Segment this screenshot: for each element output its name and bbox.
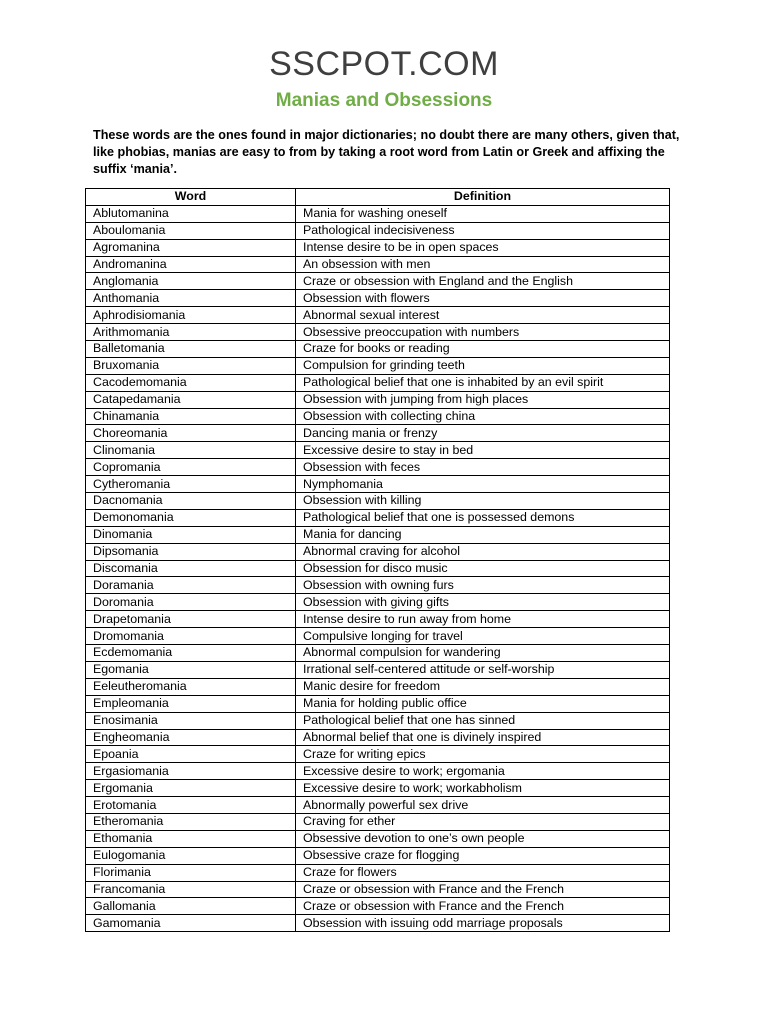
word-cell: Demonomania bbox=[86, 509, 296, 526]
word-cell: Clinomania bbox=[86, 442, 296, 459]
definition-cell: An obsession with men bbox=[296, 256, 670, 273]
table-row bbox=[86, 611, 670, 628]
table-row bbox=[86, 864, 670, 881]
word-cell: Dipsomania bbox=[86, 543, 296, 560]
word-cell: Dinomania bbox=[86, 526, 296, 543]
definition-cell: Manic desire for freedom bbox=[296, 678, 670, 695]
word-cell: Gamomania bbox=[86, 915, 296, 932]
definition-cell: Abnormal sexual interest bbox=[296, 307, 670, 324]
table-row bbox=[86, 543, 670, 560]
word-cell: Discomania bbox=[86, 560, 296, 577]
definition-cell: Mania for dancing bbox=[296, 526, 670, 543]
definition-cell: Obsession with jumping from high places bbox=[296, 391, 670, 408]
word-cell: Drapetomania bbox=[86, 611, 296, 628]
word-cell: Andromanina bbox=[86, 256, 296, 273]
definition-cell: Pathological indecisiveness bbox=[296, 222, 670, 239]
table-row bbox=[86, 695, 670, 712]
table-row bbox=[86, 712, 670, 729]
word-cell: Anthomania bbox=[86, 290, 296, 307]
definition-cell: Excessive desire to work; ergomania bbox=[296, 763, 670, 780]
word-cell: Erotomania bbox=[86, 797, 296, 814]
table-row bbox=[86, 628, 670, 645]
table-row bbox=[86, 222, 670, 239]
definition-cell: Obsession with killing bbox=[296, 493, 670, 510]
table-row bbox=[86, 780, 670, 797]
table-row bbox=[86, 577, 670, 594]
definition-cell: Obsession with flowers bbox=[296, 290, 670, 307]
manias-table bbox=[85, 188, 670, 932]
definition-cell: Obsession with giving gifts bbox=[296, 594, 670, 611]
definition-cell: Obsession with feces bbox=[296, 459, 670, 476]
word-cell: Eulogomania bbox=[86, 847, 296, 864]
word-cell: Francomania bbox=[86, 881, 296, 898]
definition-cell: Obsessive devotion to one’s own people bbox=[296, 830, 670, 847]
word-cell: Ecdemomania bbox=[86, 645, 296, 662]
table-row bbox=[86, 391, 670, 408]
table-row bbox=[86, 746, 670, 763]
definition-cell: Pathological belief that one is inhabited by an evil spirit bbox=[296, 374, 670, 391]
table-row bbox=[86, 256, 670, 273]
table-row bbox=[86, 560, 670, 577]
definition-cell: Obsession for disco music bbox=[296, 560, 670, 577]
word-cell: Eeleutheromania bbox=[86, 678, 296, 695]
word-cell: Doramania bbox=[86, 577, 296, 594]
word-cell: Empleomania bbox=[86, 695, 296, 712]
word-cell: Chinamania bbox=[86, 408, 296, 425]
table-row bbox=[86, 797, 670, 814]
table-row bbox=[86, 813, 670, 830]
table-row bbox=[86, 493, 670, 510]
word-cell: Anglomania bbox=[86, 273, 296, 290]
definition-cell: Mania for holding public office bbox=[296, 695, 670, 712]
definition-cell: Nymphomania bbox=[296, 476, 670, 493]
table-row bbox=[86, 408, 670, 425]
word-cell: Catapedamania bbox=[86, 391, 296, 408]
column-header-definition: Definition bbox=[296, 189, 670, 206]
page-title: Manias and Obsessions bbox=[275, 90, 493, 111]
definition-cell: Mania for washing oneself bbox=[296, 205, 670, 222]
definition-cell: Obsession with collecting china bbox=[296, 408, 670, 425]
table-row bbox=[86, 678, 670, 695]
table-row bbox=[86, 239, 670, 256]
table-row bbox=[86, 374, 670, 391]
word-cell: Epoania bbox=[86, 746, 296, 763]
word-cell: Copromania bbox=[86, 459, 296, 476]
definition-cell: Abnormal craving for alcohol bbox=[296, 543, 670, 560]
table-row bbox=[86, 645, 670, 662]
definition-cell: Excessive desire to stay in bed bbox=[296, 442, 670, 459]
word-cell: Agromanina bbox=[86, 239, 296, 256]
word-cell: Doromania bbox=[86, 594, 296, 611]
word-cell: Aphrodisiomania bbox=[86, 307, 296, 324]
definition-cell: Dancing mania or frenzy bbox=[296, 425, 670, 442]
definition-cell: Intense desire to run away from home bbox=[296, 611, 670, 628]
table-body bbox=[86, 205, 670, 931]
table-row bbox=[86, 830, 670, 847]
definition-cell: Excessive desire to work; workabholism bbox=[296, 780, 670, 797]
word-cell: Ethomania bbox=[86, 830, 296, 847]
table-row bbox=[86, 763, 670, 780]
word-cell: Etheromania bbox=[86, 813, 296, 830]
definition-cell: Craze for writing epics bbox=[296, 746, 670, 763]
table-row bbox=[86, 324, 670, 341]
definition-cell: Craze for books or reading bbox=[296, 341, 670, 358]
definition-cell: Craving for ether bbox=[296, 813, 670, 830]
table-row bbox=[86, 307, 670, 324]
table-row bbox=[86, 341, 670, 358]
word-cell: Arithmomania bbox=[86, 324, 296, 341]
site-title: SSCPOT.COM bbox=[269, 45, 499, 83]
definition-cell: Irrational self-centered attitude or self-worship bbox=[296, 661, 670, 678]
word-cell: Cytheromania bbox=[86, 476, 296, 493]
table-header-row bbox=[86, 189, 670, 206]
table-row bbox=[86, 205, 670, 222]
table-row bbox=[86, 594, 670, 611]
definition-cell: Abnormal belief that one is divinely inspired bbox=[296, 729, 670, 746]
definition-cell: Craze or obsession with England and the English bbox=[296, 273, 670, 290]
table-row bbox=[86, 425, 670, 442]
definition-cell: Obsessive preoccupation with numbers bbox=[296, 324, 670, 341]
definition-cell: Obsessive craze for flogging bbox=[296, 847, 670, 864]
definition-cell: Intense desire to be in open spaces bbox=[296, 239, 670, 256]
intro-paragraph: These words are the ones found in major dictionaries; no doubt there are many others, given that, like phobias, manias are easy to from by taking a root word from Latin or Greek and affixing the suffix ‘mania’. bbox=[93, 128, 680, 176]
definition-cell: Obsession with issuing odd marriage proposals bbox=[296, 915, 670, 932]
table-row bbox=[86, 509, 670, 526]
table-row bbox=[86, 847, 670, 864]
table-row bbox=[86, 881, 670, 898]
definition-cell: Abnormally powerful sex drive bbox=[296, 797, 670, 814]
table-row bbox=[86, 526, 670, 543]
word-cell: Dacnomania bbox=[86, 493, 296, 510]
table-row bbox=[86, 729, 670, 746]
word-cell: Dromomania bbox=[86, 628, 296, 645]
word-cell: Egomania bbox=[86, 661, 296, 678]
definition-cell: Craze for flowers bbox=[296, 864, 670, 881]
definition-cell: Craze or obsession with France and the French bbox=[296, 898, 670, 915]
word-cell: Choreomania bbox=[86, 425, 296, 442]
table-row bbox=[86, 476, 670, 493]
definition-cell: Obsession with owning furs bbox=[296, 577, 670, 594]
table-row bbox=[86, 442, 670, 459]
word-cell: Florimania bbox=[86, 864, 296, 881]
column-header-word: Word bbox=[86, 189, 296, 206]
table-row bbox=[86, 661, 670, 678]
definition-cell: Abnormal compulsion for wandering bbox=[296, 645, 670, 662]
word-cell: Aboulomania bbox=[86, 222, 296, 239]
definition-cell: Craze or obsession with France and the French bbox=[296, 881, 670, 898]
word-cell: Ablutomanina bbox=[86, 205, 296, 222]
definition-cell: Pathological belief that one has sinned bbox=[296, 712, 670, 729]
word-cell: Ergomania bbox=[86, 780, 296, 797]
definition-cell: Compulsion for grinding teeth bbox=[296, 357, 670, 374]
table-row bbox=[86, 459, 670, 476]
table-row bbox=[86, 290, 670, 307]
word-cell: Cacodemomania bbox=[86, 374, 296, 391]
word-cell: Gallomania bbox=[86, 898, 296, 915]
word-cell: Balletomania bbox=[86, 341, 296, 358]
table-row bbox=[86, 273, 670, 290]
word-cell: Bruxomania bbox=[86, 357, 296, 374]
word-cell: Engheomania bbox=[86, 729, 296, 746]
table-row bbox=[86, 357, 670, 374]
table-row bbox=[86, 898, 670, 915]
table-row bbox=[86, 915, 670, 932]
definition-cell: Compulsive longing for travel bbox=[296, 628, 670, 645]
word-cell: Enosimania bbox=[86, 712, 296, 729]
definition-cell: Pathological belief that one is possessed demons bbox=[296, 509, 670, 526]
word-cell: Ergasiomania bbox=[86, 763, 296, 780]
